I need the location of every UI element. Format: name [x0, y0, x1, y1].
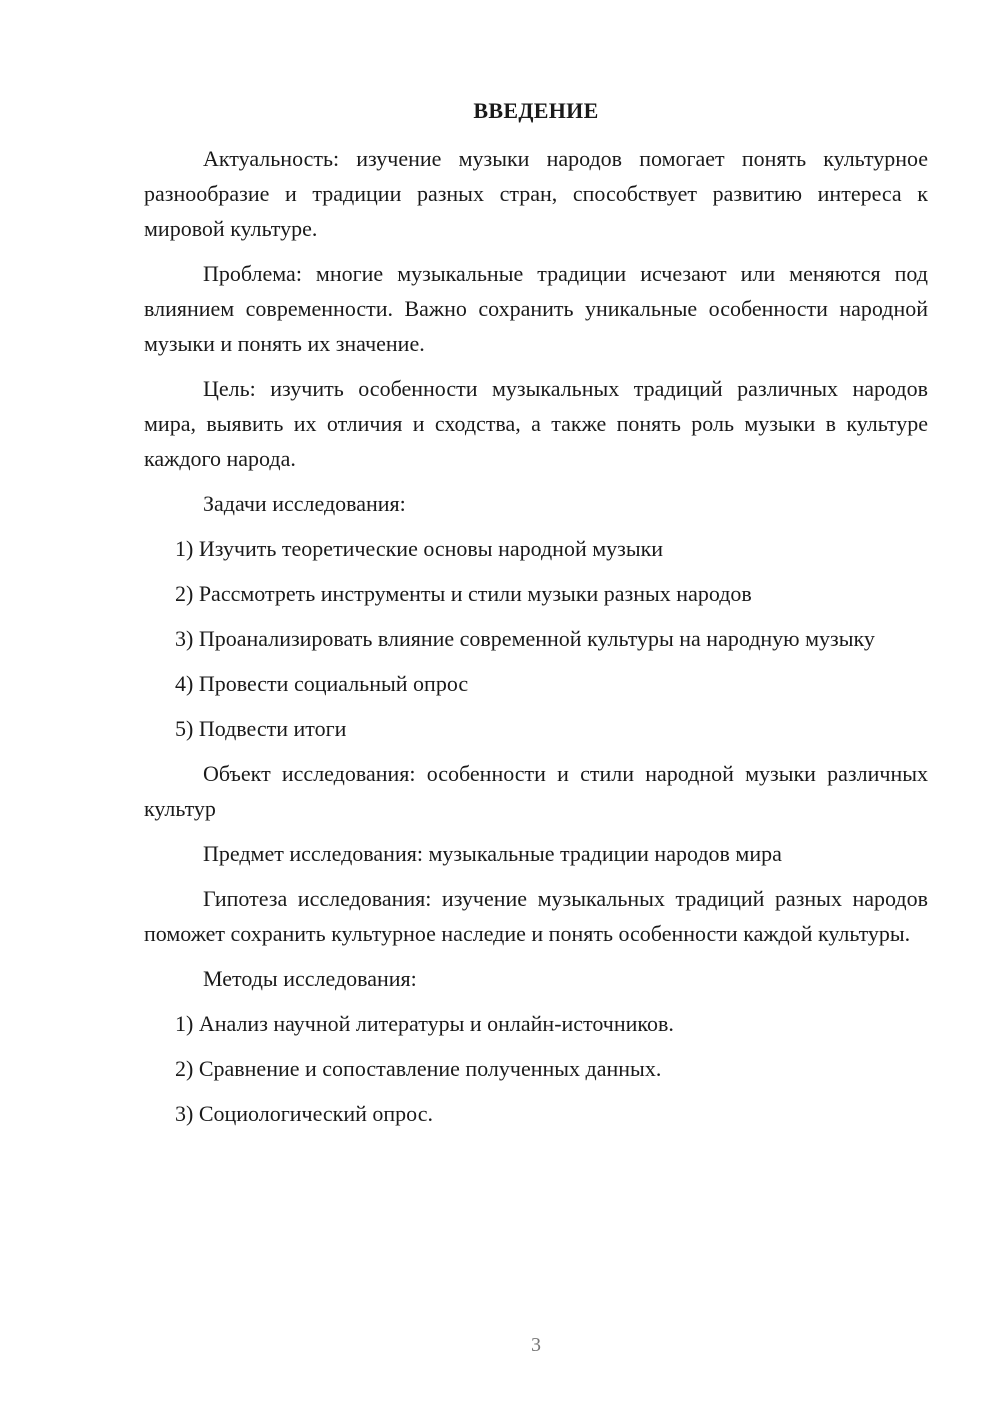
task-item-4: 4) Провести социальный опрос — [175, 671, 469, 696]
paragraph-hypothesis: Гипотеза исследования: изучение музыкальных традиций разных народов поможет сохранить культурное наследие и понять особенности каждой культуры. — [144, 886, 928, 946]
section-heading: ВВЕДЕНИЕ — [473, 98, 599, 123]
paragraph-goal: Цель: изучить особенности музыкальных традиций различных народов мира, выявить их отличия и сходства, а также понять роль музыки в культуре каждого народа. — [144, 376, 928, 471]
paragraph-relevance: Актуальность: изучение музыки народов помогает понять культурное разнообразие и традиции разных стран, способствует развитию интереса к мировой культуре. — [144, 146, 928, 241]
method-item-2: 2) Сравнение и сопоставление полученных данных. — [175, 1056, 662, 1081]
paragraph-problem: Проблема: многие музыкальные традиции исчезают или меняются под влиянием современности. Важно сохранить уникальные особенности народной музыки и понять их значение. — [144, 261, 928, 356]
task-item-3: 3) Проанализировать влияние современной культуры на народную музыку — [175, 626, 875, 651]
paragraph-subject: Предмет исследования: музыкальные традиции народов мира — [203, 841, 782, 866]
document-body — [144, 141, 928, 1141]
task-item-2: 2) Рассмотреть инструменты и стили музыки разных народов — [175, 581, 752, 606]
task-item-5: 5) Подвести итоги — [175, 716, 347, 741]
methods-heading: Методы исследования: — [203, 966, 417, 991]
tasks-heading: Задачи исследования: — [203, 491, 406, 516]
method-item-3: 3) Социологический опрос. — [175, 1101, 433, 1126]
paragraph-object: Объект исследования: особенности и стили народной музыки различных культур — [144, 761, 928, 821]
method-item-1: 1) Анализ научной литературы и онлайн-источников. — [175, 1011, 674, 1036]
task-item-1: 1) Изучить теоретические основы народной музыки — [175, 536, 664, 561]
page-number: 3 — [531, 1334, 541, 1356]
